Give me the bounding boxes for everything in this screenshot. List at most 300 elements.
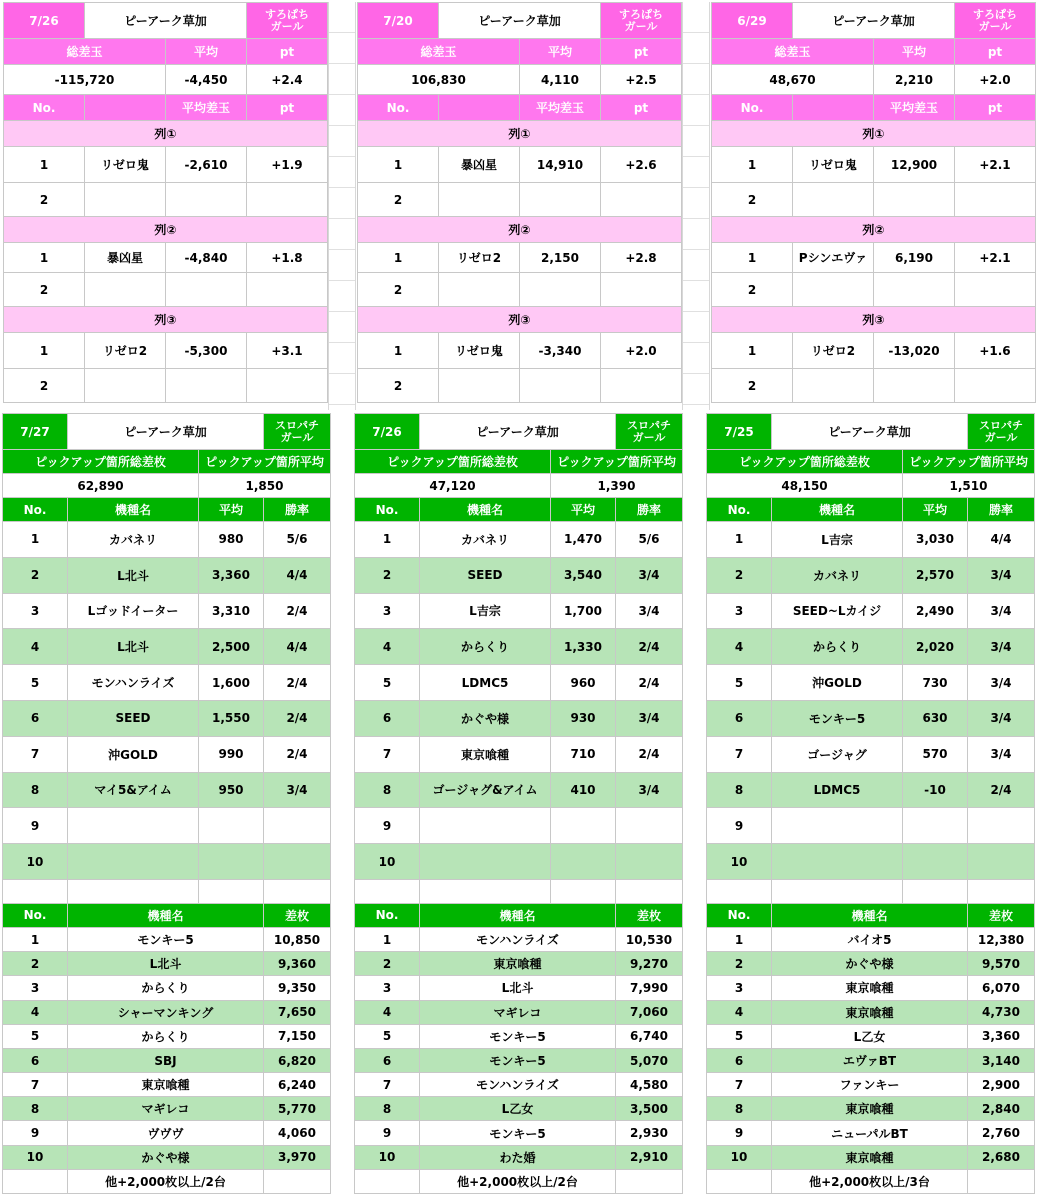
pickup-average: 1,390 <box>551 474 683 498</box>
rank-no: 2 <box>3 952 68 976</box>
avg-diff <box>520 183 601 217</box>
date-label: 7/25 <box>707 414 772 450</box>
pick-win-rate: 3/4 <box>616 700 683 736</box>
entry-pt: +2.6 <box>601 147 682 183</box>
rank-no: 4 <box>355 1000 420 1024</box>
pick-no: 4 <box>3 629 68 665</box>
entry-no: 2 <box>712 369 793 403</box>
column-group-label: 列② <box>358 217 682 243</box>
list-header <box>85 95 166 121</box>
rank-machine: 東京喰種 <box>772 1097 968 1121</box>
list-header: pt <box>247 95 328 121</box>
rank-header-machine: 機種名 <box>772 903 968 927</box>
rank-diff: 3,360 <box>968 1024 1035 1048</box>
pick-win-rate: 3/4 <box>616 772 683 808</box>
pickup-total-header: ピックアップ箇所総差枚 <box>707 450 903 474</box>
footer-blank <box>3 1169 68 1193</box>
rank-machine: からくり <box>68 976 264 1000</box>
rank-machine: モンハンライズ <box>420 1073 616 1097</box>
spacer-cell <box>772 879 903 903</box>
entry-no: 1 <box>712 333 793 369</box>
rank-machine: ニューパルBT <box>772 1121 968 1145</box>
rank-no: 6 <box>355 1048 420 1072</box>
pick-no: 7 <box>707 736 772 772</box>
entry-no: 1 <box>4 147 85 183</box>
rank-no: 7 <box>355 1073 420 1097</box>
entry-no: 1 <box>358 243 439 273</box>
rank-machine: バイオ5 <box>772 927 968 951</box>
pick-no: 4 <box>355 629 420 665</box>
machine-name: リゼロ鬼 <box>793 147 874 183</box>
pick-average: -10 <box>903 772 968 808</box>
rank-diff: 7,060 <box>616 1000 683 1024</box>
rank-machine: マギレコ <box>68 1097 264 1121</box>
rank-machine: 東京喰種 <box>420 952 616 976</box>
pick-win-rate: 4/4 <box>968 522 1035 558</box>
pick-average <box>903 808 968 844</box>
rank-no: 5 <box>707 1024 772 1048</box>
machine-name: 暴凶星 <box>85 243 166 273</box>
pick-no: 7 <box>355 736 420 772</box>
entry-pt <box>955 369 1036 403</box>
rank-no: 6 <box>707 1048 772 1072</box>
rank-diff: 2,930 <box>616 1121 683 1145</box>
pick-machine: LDMC5 <box>772 772 903 808</box>
pick-average: 3,310 <box>199 593 264 629</box>
entry-no: 1 <box>4 333 85 369</box>
rank-header-no: No. <box>355 903 420 927</box>
rank-no: 3 <box>707 976 772 1000</box>
entry-pt: +2.0 <box>601 333 682 369</box>
rank-machine: わた婚 <box>420 1145 616 1169</box>
spacer-cell <box>68 879 199 903</box>
entry-pt <box>247 183 328 217</box>
rank-no: 10 <box>707 1145 772 1169</box>
pick-machine: L北斗 <box>68 557 199 593</box>
spacer-cell <box>968 879 1035 903</box>
store-name: ピーアーク草加 <box>793 3 955 39</box>
entry-no: 1 <box>4 243 85 273</box>
list-header: No. <box>712 95 793 121</box>
pickup-average-header: ピックアップ箇所平均 <box>551 450 683 474</box>
pick-no: 7 <box>3 736 68 772</box>
entry-no: 2 <box>4 183 85 217</box>
pick-win-rate: 3/4 <box>968 736 1035 772</box>
pick-no: 6 <box>355 700 420 736</box>
source-tag <box>247 3 328 39</box>
rank-diff: 2,900 <box>968 1073 1035 1097</box>
pick-header: 平均 <box>903 498 968 522</box>
pick-machine: L吉宗 <box>772 522 903 558</box>
column-group-label: 列③ <box>358 307 682 333</box>
pick-average: 570 <box>903 736 968 772</box>
rank-no: 9 <box>707 1121 772 1145</box>
list-header: No. <box>4 95 85 121</box>
machine-name <box>439 273 520 307</box>
pick-no: 10 <box>3 844 68 880</box>
pick-win-rate: 2/4 <box>264 700 331 736</box>
avg-diff: -4,840 <box>166 243 247 273</box>
pick-no: 1 <box>355 522 420 558</box>
rank-diff: 5,770 <box>264 1097 331 1121</box>
rank-diff: 2,680 <box>968 1145 1035 1169</box>
pick-average <box>551 808 616 844</box>
rank-machine: L乙女 <box>420 1097 616 1121</box>
entry-pt <box>601 183 682 217</box>
source-tag <box>601 3 682 39</box>
rank-diff: 9,270 <box>616 952 683 976</box>
pick-win-rate: 3/4 <box>616 593 683 629</box>
date-label: 7/26 <box>355 414 420 450</box>
column-group-label: 列② <box>712 217 1036 243</box>
pick-header: No. <box>3 498 68 522</box>
pick-win-rate <box>968 808 1035 844</box>
pick-no: 1 <box>3 522 68 558</box>
avg-diff <box>166 273 247 307</box>
pick-header: 勝率 <box>616 498 683 522</box>
summary-header-total: 総差玉 <box>358 39 520 65</box>
entry-no: 2 <box>358 369 439 403</box>
rank-header-diff: 差枚 <box>264 903 331 927</box>
avg-diff <box>874 273 955 307</box>
green-panel <box>706 413 1034 1194</box>
footer-note: 他+2,000枚以上/3台 <box>772 1169 968 1193</box>
pick-win-rate: 3/4 <box>968 593 1035 629</box>
pick-machine: モンキー5 <box>772 700 903 736</box>
pick-average: 1,700 <box>551 593 616 629</box>
machine-name <box>85 183 166 217</box>
store-name: ピーアーク草加 <box>68 414 264 450</box>
entry-no: 2 <box>358 183 439 217</box>
pick-average: 950 <box>199 772 264 808</box>
rank-machine: 東京喰種 <box>68 1073 264 1097</box>
pick-header: 勝率 <box>264 498 331 522</box>
rank-no: 2 <box>355 952 420 976</box>
machine-name: 暴凶星 <box>439 147 520 183</box>
pick-machine: Lゴッドイーター <box>68 593 199 629</box>
pick-win-rate: 2/4 <box>264 665 331 701</box>
column-group-label: 列① <box>4 121 328 147</box>
entry-pt <box>601 273 682 307</box>
rank-diff: 2,760 <box>968 1121 1035 1145</box>
pickup-total-header: ピックアップ箇所総差枚 <box>3 450 199 474</box>
store-name: ピーアーク草加 <box>439 3 601 39</box>
pick-machine <box>420 844 551 880</box>
footer-blank <box>355 1169 420 1193</box>
pick-no: 8 <box>355 772 420 808</box>
rank-diff: 4,730 <box>968 1000 1035 1024</box>
source-tag-line2: ガール <box>624 19 658 33</box>
summary-average: -4,450 <box>166 65 247 95</box>
rank-diff: 2,910 <box>616 1145 683 1169</box>
pick-average: 730 <box>903 665 968 701</box>
entry-no: 2 <box>358 273 439 307</box>
pick-win-rate: 3/4 <box>264 772 331 808</box>
pick-machine: SEED~Lカイジ <box>772 593 903 629</box>
pick-machine: ゴージャグ <box>772 736 903 772</box>
pick-win-rate <box>616 844 683 880</box>
rank-diff: 10,850 <box>264 927 331 951</box>
pick-average: 3,540 <box>551 557 616 593</box>
pick-average: 980 <box>199 522 264 558</box>
avg-diff <box>520 273 601 307</box>
machine-name: Pシンエヴァ <box>793 243 874 273</box>
rank-machine: マギレコ <box>420 1000 616 1024</box>
rank-diff: 9,350 <box>264 976 331 1000</box>
pick-win-rate: 2/4 <box>616 736 683 772</box>
avg-diff: -13,020 <box>874 333 955 369</box>
pick-header: 勝率 <box>968 498 1035 522</box>
entry-pt: +1.8 <box>247 243 328 273</box>
entry-no: 2 <box>712 183 793 217</box>
pick-machine <box>68 844 199 880</box>
rank-no: 8 <box>355 1097 420 1121</box>
avg-diff: -3,340 <box>520 333 601 369</box>
pick-machine: モンハンライズ <box>68 665 199 701</box>
footer-blank <box>616 1169 683 1193</box>
list-header: 平均差玉 <box>166 95 247 121</box>
pink-panel <box>357 2 681 403</box>
pickup-average-header: ピックアップ箇所平均 <box>903 450 1035 474</box>
rank-no: 3 <box>355 976 420 1000</box>
pick-win-rate: 2/4 <box>968 772 1035 808</box>
pick-machine: かぐや様 <box>420 700 551 736</box>
source-tag-line2: ガール <box>632 430 666 444</box>
date-label: 6/29 <box>712 3 793 39</box>
pick-machine <box>420 808 551 844</box>
date-label: 7/20 <box>358 3 439 39</box>
column-group-label: 列③ <box>4 307 328 333</box>
avg-diff <box>166 369 247 403</box>
source-tag-line1: すろぱち <box>619 7 663 21</box>
rank-no: 7 <box>707 1073 772 1097</box>
spacer-cell <box>199 879 264 903</box>
pick-average <box>903 844 968 880</box>
pick-win-rate: 3/4 <box>968 700 1035 736</box>
pick-average: 710 <box>551 736 616 772</box>
spacer-cell <box>551 879 616 903</box>
pick-average <box>551 844 616 880</box>
summary-average: 2,210 <box>874 65 955 95</box>
pick-machine <box>772 844 903 880</box>
rank-no: 9 <box>3 1121 68 1145</box>
entry-no: 2 <box>712 273 793 307</box>
list-header <box>439 95 520 121</box>
machine-name <box>793 183 874 217</box>
rank-machine: L北斗 <box>420 976 616 1000</box>
source-tag-line2: ガール <box>280 430 314 444</box>
pick-average: 410 <box>551 772 616 808</box>
rank-machine: L乙女 <box>772 1024 968 1048</box>
pick-average: 2,570 <box>903 557 968 593</box>
list-header: pt <box>601 95 682 121</box>
rank-no: 1 <box>355 927 420 951</box>
avg-diff <box>874 369 955 403</box>
rank-diff: 6,740 <box>616 1024 683 1048</box>
pick-header: 平均 <box>551 498 616 522</box>
avg-diff: 6,190 <box>874 243 955 273</box>
source-tag-line2: ガール <box>270 19 304 33</box>
pick-machine: LDMC5 <box>420 665 551 701</box>
rank-machine: エヴァBT <box>772 1048 968 1072</box>
avg-diff <box>874 183 955 217</box>
summary-header-pt: pt <box>955 39 1036 65</box>
rank-diff: 9,360 <box>264 952 331 976</box>
summary-header-average: 平均 <box>520 39 601 65</box>
summary-total: 48,670 <box>712 65 874 95</box>
avg-diff: -5,300 <box>166 333 247 369</box>
machine-name: リゼロ鬼 <box>85 147 166 183</box>
entry-no: 2 <box>4 369 85 403</box>
pick-win-rate: 2/4 <box>264 736 331 772</box>
rank-header-machine: 機種名 <box>68 903 264 927</box>
rank-diff: 6,820 <box>264 1048 331 1072</box>
rank-no: 9 <box>355 1121 420 1145</box>
pick-average: 3,030 <box>903 522 968 558</box>
rank-machine: 東京喰種 <box>772 1145 968 1169</box>
entry-pt: +2.1 <box>955 147 1036 183</box>
rank-diff: 5,070 <box>616 1048 683 1072</box>
pick-average <box>199 844 264 880</box>
rank-diff: 7,990 <box>616 976 683 1000</box>
pick-no: 3 <box>707 593 772 629</box>
pick-machine: SEED <box>68 700 199 736</box>
machine-name <box>793 369 874 403</box>
pick-win-rate <box>616 808 683 844</box>
pick-machine: カバネリ <box>68 522 199 558</box>
pick-average: 960 <box>551 665 616 701</box>
rank-no: 3 <box>3 976 68 1000</box>
rank-machine: ファンキー <box>772 1073 968 1097</box>
machine-name: リゼロ2 <box>85 333 166 369</box>
pick-no: 5 <box>3 665 68 701</box>
entry-no: 1 <box>358 147 439 183</box>
pick-no: 2 <box>355 557 420 593</box>
pickup-total: 62,890 <box>3 474 199 498</box>
entry-no: 1 <box>358 333 439 369</box>
rank-diff: 6,070 <box>968 976 1035 1000</box>
list-header: 平均差玉 <box>520 95 601 121</box>
source-tag-line1: スロパチ <box>275 418 319 432</box>
pick-no: 10 <box>355 844 420 880</box>
footer-blank <box>968 1169 1035 1193</box>
rank-diff: 12,380 <box>968 927 1035 951</box>
pickup-total-header: ピックアップ箇所総差枚 <box>355 450 551 474</box>
machine-name <box>793 273 874 307</box>
rank-diff: 3,140 <box>968 1048 1035 1072</box>
avg-diff: 2,150 <box>520 243 601 273</box>
pick-average: 2,490 <box>903 593 968 629</box>
pick-machine: からくり <box>772 629 903 665</box>
pick-win-rate: 2/4 <box>616 665 683 701</box>
pick-win-rate: 5/6 <box>616 522 683 558</box>
entry-pt: +2.1 <box>955 243 1036 273</box>
pick-header: 平均 <box>199 498 264 522</box>
rank-diff: 7,150 <box>264 1024 331 1048</box>
pick-no: 3 <box>3 593 68 629</box>
green-panel <box>354 413 682 1194</box>
avg-diff <box>166 183 247 217</box>
summary-total: -115,720 <box>4 65 166 95</box>
rank-header-diff: 差枚 <box>968 903 1035 927</box>
machine-name <box>439 183 520 217</box>
rank-no: 1 <box>707 927 772 951</box>
column-group-label: 列① <box>712 121 1036 147</box>
machine-name: リゼロ2 <box>793 333 874 369</box>
list-header: No. <box>358 95 439 121</box>
rank-header-diff: 差枚 <box>616 903 683 927</box>
rank-machine: SBJ <box>68 1048 264 1072</box>
pickup-total: 47,120 <box>355 474 551 498</box>
pick-average: 630 <box>903 700 968 736</box>
rank-no: 5 <box>3 1024 68 1048</box>
rank-machine: ヴヴヴ <box>68 1121 264 1145</box>
spacer-cell <box>420 879 551 903</box>
rank-diff: 9,570 <box>968 952 1035 976</box>
pick-machine: 沖GOLD <box>68 736 199 772</box>
pick-header: 機種名 <box>772 498 903 522</box>
entry-pt <box>601 369 682 403</box>
summary-pt: +2.0 <box>955 65 1036 95</box>
pick-header: No. <box>707 498 772 522</box>
entry-pt: +2.8 <box>601 243 682 273</box>
summary-header-total: 総差玉 <box>4 39 166 65</box>
avg-diff: -2,610 <box>166 147 247 183</box>
pick-win-rate: 4/4 <box>264 629 331 665</box>
source-tag <box>616 414 683 450</box>
pick-no: 6 <box>707 700 772 736</box>
rank-no: 2 <box>707 952 772 976</box>
machine-name <box>439 369 520 403</box>
rank-no: 1 <box>3 927 68 951</box>
entry-no: 2 <box>4 273 85 307</box>
date-label: 7/27 <box>3 414 68 450</box>
rank-diff: 4,580 <box>616 1073 683 1097</box>
pick-no: 5 <box>355 665 420 701</box>
pick-no: 9 <box>3 808 68 844</box>
pick-machine <box>68 808 199 844</box>
rank-diff: 2,840 <box>968 1097 1035 1121</box>
column-group-label: 列① <box>358 121 682 147</box>
summary-header-average: 平均 <box>166 39 247 65</box>
rank-no: 8 <box>3 1097 68 1121</box>
rank-machine: モンキー5 <box>420 1048 616 1072</box>
rank-machine: モンハンライズ <box>420 927 616 951</box>
pink-panel <box>3 2 327 403</box>
column-group-label: 列③ <box>712 307 1036 333</box>
rank-diff: 4,060 <box>264 1121 331 1145</box>
rank-no: 5 <box>355 1024 420 1048</box>
avg-diff: 14,910 <box>520 147 601 183</box>
pick-average: 2,500 <box>199 629 264 665</box>
summary-header-total: 総差玉 <box>712 39 874 65</box>
rank-machine: モンキー5 <box>68 927 264 951</box>
spacer-cell <box>707 879 772 903</box>
summary-average: 4,110 <box>520 65 601 95</box>
entry-pt <box>955 273 1036 307</box>
pick-header: No. <box>355 498 420 522</box>
pick-header: 機種名 <box>68 498 199 522</box>
machine-name: リゼロ鬼 <box>439 333 520 369</box>
source-tag-line1: スロパチ <box>979 418 1023 432</box>
rank-machine: シャーマンキング <box>68 1000 264 1024</box>
machine-name <box>85 273 166 307</box>
rank-machine: 東京喰種 <box>772 976 968 1000</box>
store-name: ピーアーク草加 <box>772 414 968 450</box>
entry-pt: +1.6 <box>955 333 1036 369</box>
rank-machine: かぐや様 <box>68 1145 264 1169</box>
pick-no: 5 <box>707 665 772 701</box>
